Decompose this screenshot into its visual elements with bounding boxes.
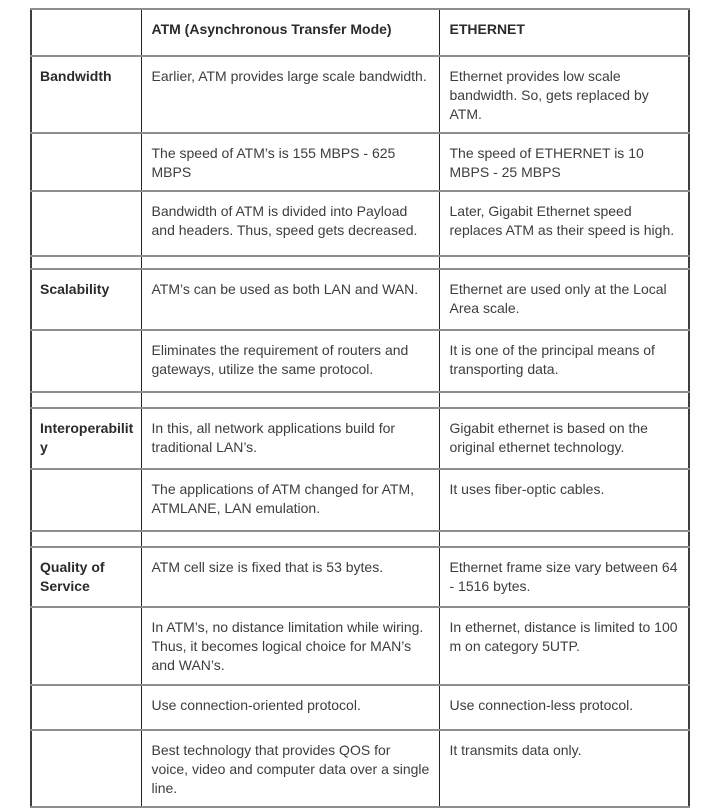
table-row	[31, 330, 689, 392]
atm-ethernet-comparison-table	[30, 8, 690, 808]
feature-cell	[31, 685, 141, 730]
table-row	[31, 392, 689, 408]
ethernet-cell	[439, 392, 689, 408]
ethernet-cell	[439, 256, 689, 269]
ethernet-cell: The speed of ETHERNET is 10 MBPS - 25 MBPS	[439, 133, 689, 191]
atm-cell: In this, all network applications build for traditional LAN’s.	[141, 408, 439, 469]
table-body	[31, 56, 689, 807]
atm-cell	[141, 256, 439, 269]
ethernet-cell: In ethernet, distance is limited to 100 m on category 5UTP.	[439, 607, 689, 685]
ethernet-cell: Ethernet frame size vary between 64 - 1516 bytes.	[439, 547, 689, 607]
ethernet-cell	[439, 531, 689, 547]
comparison-table-container	[30, 8, 690, 808]
feature-cell	[31, 330, 141, 392]
atm-cell: The applications of ATM changed for ATM, ATMLANE, LAN emulation.	[141, 469, 439, 531]
ethernet-cell: Ethernet are used only at the Local Area scale.	[439, 269, 689, 330]
table-row	[31, 531, 689, 547]
atm-cell: Earlier, ATM provides large scale bandwidth.	[141, 56, 439, 133]
ethernet-cell: Later, Gigabit Ethernet speed replaces ATM as their speed is high.	[439, 191, 689, 256]
column-header-feature	[31, 9, 141, 56]
table-row	[31, 256, 689, 269]
atm-cell	[141, 531, 439, 547]
table-row	[31, 408, 689, 469]
feature-cell: Interoperability	[31, 408, 141, 469]
table-row	[31, 730, 689, 807]
atm-cell: ATM’s can be used as both LAN and WAN.	[141, 269, 439, 330]
feature-cell	[31, 469, 141, 531]
atm-cell: ATM cell size is fixed that is 53 bytes.	[141, 547, 439, 607]
table-row	[31, 607, 689, 685]
ethernet-cell: Use connection-less protocol.	[439, 685, 689, 730]
table-header	[31, 9, 689, 56]
atm-cell: The speed of ATM’s is 155 MBPS - 625 MBPS	[141, 133, 439, 191]
feature-cell: Scalability	[31, 269, 141, 330]
feature-cell	[31, 133, 141, 191]
feature-cell: Quality of Service	[31, 547, 141, 607]
table-row	[31, 269, 689, 330]
table-row	[31, 547, 689, 607]
feature-cell	[31, 730, 141, 807]
header-row	[31, 9, 689, 56]
feature-cell	[31, 191, 141, 256]
atm-cell	[141, 392, 439, 408]
ethernet-cell: It is one of the principal means of transporting data.	[439, 330, 689, 392]
ethernet-cell: Ethernet provides low scale bandwidth. So, gets replaced by ATM.	[439, 56, 689, 133]
column-header-atm: ATM (Asynchronous Transfer Mode)	[141, 9, 439, 56]
ethernet-cell: Gigabit ethernet is based on the original ethernet technology.	[439, 408, 689, 469]
feature-cell	[31, 531, 141, 547]
atm-cell: Use connection-oriented protocol.	[141, 685, 439, 730]
feature-cell: Bandwidth	[31, 56, 141, 133]
table-row	[31, 56, 689, 133]
table-row	[31, 191, 689, 256]
ethernet-cell: It transmits data only.	[439, 730, 689, 807]
feature-cell	[31, 256, 141, 269]
atm-cell: Eliminates the requirement of routers and gateways, utilize the same protocol.	[141, 330, 439, 392]
ethernet-cell: It uses fiber-optic cables.	[439, 469, 689, 531]
atm-cell: Best technology that provides QOS for voice, video and computer data over a single line.	[141, 730, 439, 807]
table-row	[31, 133, 689, 191]
feature-cell	[31, 392, 141, 408]
atm-cell: In ATM’s, no distance limitation while wiring. Thus, it becomes logical choice for MAN’s and WAN’s.	[141, 607, 439, 685]
feature-cell	[31, 607, 141, 685]
table-row	[31, 469, 689, 531]
atm-cell: Bandwidth of ATM is divided into Payload and headers. Thus, speed gets decreased.	[141, 191, 439, 256]
table-row	[31, 685, 689, 730]
column-header-ethernet: ETHERNET	[439, 9, 689, 56]
